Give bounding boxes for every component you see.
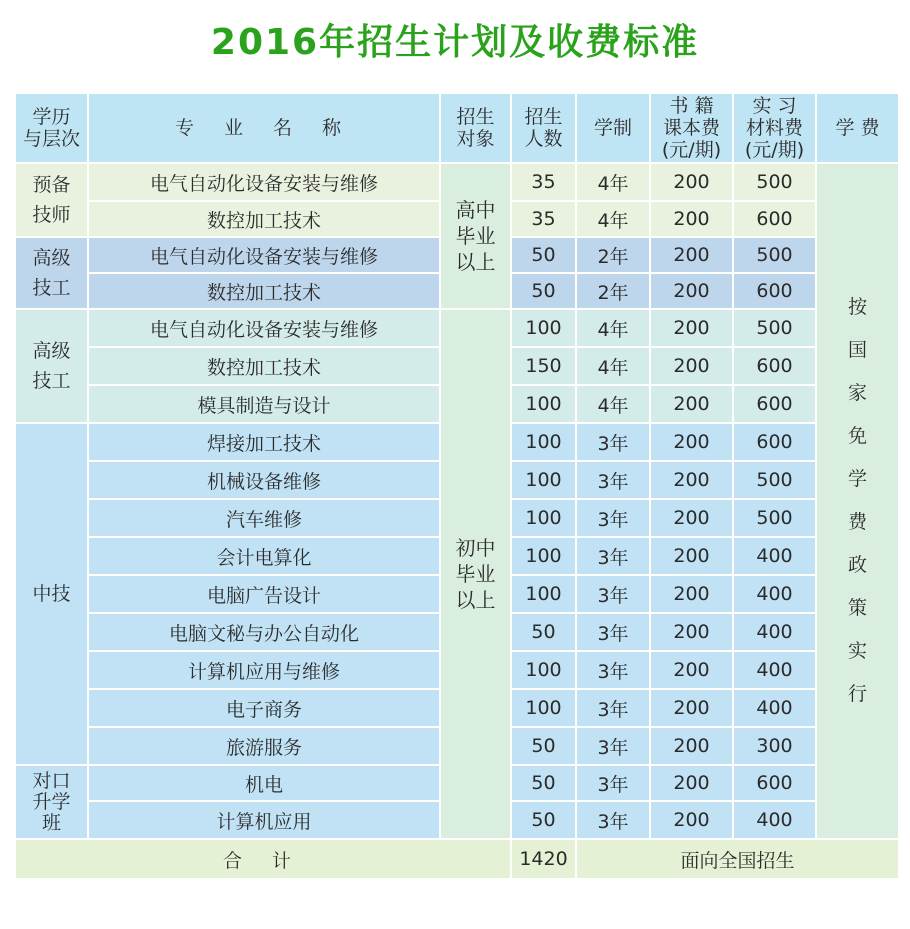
books-fee-cell: 200 — [650, 347, 733, 385]
duration-cell: 4年 — [576, 385, 650, 423]
books-fee-cell: 200 — [650, 575, 733, 613]
material-fee-cell: 400 — [733, 613, 816, 651]
duration-cell: 3年 — [576, 727, 650, 765]
duration-cell: 3年 — [576, 651, 650, 689]
major-cell: 机电 — [88, 765, 440, 801]
total-label: 合 计 — [15, 839, 511, 879]
table-header-row — [15, 93, 899, 163]
major-cell: 数控加工技术 — [88, 201, 440, 237]
books-fee-cell: 200 — [650, 613, 733, 651]
count-cell: 100 — [511, 309, 576, 347]
major-cell: 计算机应用与维修 — [88, 651, 440, 689]
material-fee-cell: 300 — [733, 727, 816, 765]
books-fee-cell: 200 — [650, 765, 733, 801]
major-cell: 电子商务 — [88, 689, 440, 727]
major-cell: 焊接加工技术 — [88, 423, 440, 461]
books-fee-cell: 200 — [650, 273, 733, 309]
count-cell: 35 — [511, 163, 576, 201]
duration-cell: 3年 — [576, 537, 650, 575]
material-fee-cell: 400 — [733, 651, 816, 689]
enrollment-plan-table — [14, 92, 900, 880]
major-cell: 数控加工技术 — [88, 273, 440, 309]
material-fee-cell: 400 — [733, 801, 816, 839]
header-major: 专 业 名 称 — [88, 93, 440, 163]
duration-cell: 3年 — [576, 461, 650, 499]
books-fee-cell: 200 — [650, 163, 733, 201]
major-cell: 计算机应用 — [88, 801, 440, 839]
major-cell: 电脑文秘与办公自动化 — [88, 613, 440, 651]
books-fee-cell: 200 — [650, 727, 733, 765]
level-cell: 高级 技工 — [15, 237, 88, 309]
count-cell: 35 — [511, 201, 576, 237]
major-cell: 旅游服务 — [88, 727, 440, 765]
books-fee-cell: 200 — [650, 423, 733, 461]
level-cell: 中技 — [15, 423, 88, 765]
books-fee-cell: 200 — [650, 237, 733, 273]
header-books-fee: 书 籍 课本费 (元/期) — [650, 93, 733, 163]
duration-cell: 4年 — [576, 163, 650, 201]
count-cell: 100 — [511, 385, 576, 423]
major-cell: 数控加工技术 — [88, 347, 440, 385]
major-cell: 汽车维修 — [88, 499, 440, 537]
duration-cell: 3年 — [576, 801, 650, 839]
count-cell: 100 — [511, 651, 576, 689]
header-material-fee: 实 习 材料费 (元/期) — [733, 93, 816, 163]
total-note: 面向全国招生 — [576, 839, 899, 879]
material-fee-cell: 600 — [733, 273, 816, 309]
major-cell: 机械设备维修 — [88, 461, 440, 499]
books-fee-cell: 200 — [650, 537, 733, 575]
material-fee-cell: 500 — [733, 461, 816, 499]
header-tuition: 学 费 — [816, 93, 899, 163]
count-cell: 50 — [511, 613, 576, 651]
duration-cell: 3年 — [576, 499, 650, 537]
table-row — [15, 309, 899, 347]
duration-cell: 2年 — [576, 273, 650, 309]
level-cell: 高级 技工 — [15, 309, 88, 423]
duration-cell: 3年 — [576, 765, 650, 801]
material-fee-cell: 500 — [733, 163, 816, 201]
books-fee-cell: 200 — [650, 385, 733, 423]
material-fee-cell: 600 — [733, 423, 816, 461]
header-level: 学历 与层次 — [15, 93, 88, 163]
books-fee-cell: 200 — [650, 309, 733, 347]
table-row — [15, 163, 899, 201]
material-fee-cell: 400 — [733, 689, 816, 727]
material-fee-cell: 400 — [733, 537, 816, 575]
header-count: 招生 人数 — [511, 93, 576, 163]
count-cell: 150 — [511, 347, 576, 385]
material-fee-cell: 600 — [733, 347, 816, 385]
count-cell: 50 — [511, 801, 576, 839]
count-cell: 50 — [511, 237, 576, 273]
material-fee-cell: 500 — [733, 237, 816, 273]
duration-cell: 4年 — [576, 347, 650, 385]
total-row — [15, 839, 899, 879]
total-count: 1420 — [511, 839, 576, 879]
page-title: 2016年招生计划及收费标准 — [210, 22, 700, 63]
major-cell: 电脑广告设计 — [88, 575, 440, 613]
header-duration: 学制 — [576, 93, 650, 163]
tuition-policy-cell: 按 国 家 免 学 费 政 策 实 行 — [816, 163, 899, 839]
level-cell: 对口 升学 班 — [15, 765, 88, 839]
books-fee-cell: 200 — [650, 461, 733, 499]
duration-cell: 2年 — [576, 237, 650, 273]
header-target: 招生 对象 — [440, 93, 511, 163]
count-cell: 100 — [511, 537, 576, 575]
major-cell: 会计电算化 — [88, 537, 440, 575]
material-fee-cell: 500 — [733, 309, 816, 347]
count-cell: 100 — [511, 689, 576, 727]
material-fee-cell: 600 — [733, 385, 816, 423]
count-cell: 100 — [511, 423, 576, 461]
major-cell: 模具制造与设计 — [88, 385, 440, 423]
count-cell: 100 — [511, 461, 576, 499]
count-cell: 100 — [511, 499, 576, 537]
major-cell: 电气自动化设备安装与维修 — [88, 163, 440, 201]
level-cell: 预备 技师 — [15, 163, 88, 237]
count-cell: 50 — [511, 765, 576, 801]
books-fee-cell: 200 — [650, 689, 733, 727]
duration-cell: 4年 — [576, 309, 650, 347]
duration-cell: 3年 — [576, 575, 650, 613]
material-fee-cell: 400 — [733, 575, 816, 613]
books-fee-cell: 200 — [650, 499, 733, 537]
material-fee-cell: 500 — [733, 499, 816, 537]
books-fee-cell: 200 — [650, 651, 733, 689]
major-cell: 电气自动化设备安装与维修 — [88, 309, 440, 347]
count-cell: 100 — [511, 575, 576, 613]
major-cell: 电气自动化设备安装与维修 — [88, 237, 440, 273]
duration-cell: 3年 — [576, 689, 650, 727]
target-cell: 初中 毕业 以上 — [440, 309, 511, 839]
target-cell: 高中 毕业 以上 — [440, 163, 511, 309]
count-cell: 50 — [511, 273, 576, 309]
count-cell: 50 — [511, 727, 576, 765]
duration-cell: 3年 — [576, 423, 650, 461]
duration-cell: 3年 — [576, 613, 650, 651]
duration-cell: 4年 — [576, 201, 650, 237]
books-fee-cell: 200 — [650, 801, 733, 839]
material-fee-cell: 600 — [733, 201, 816, 237]
material-fee-cell: 600 — [733, 765, 816, 801]
books-fee-cell: 200 — [650, 201, 733, 237]
